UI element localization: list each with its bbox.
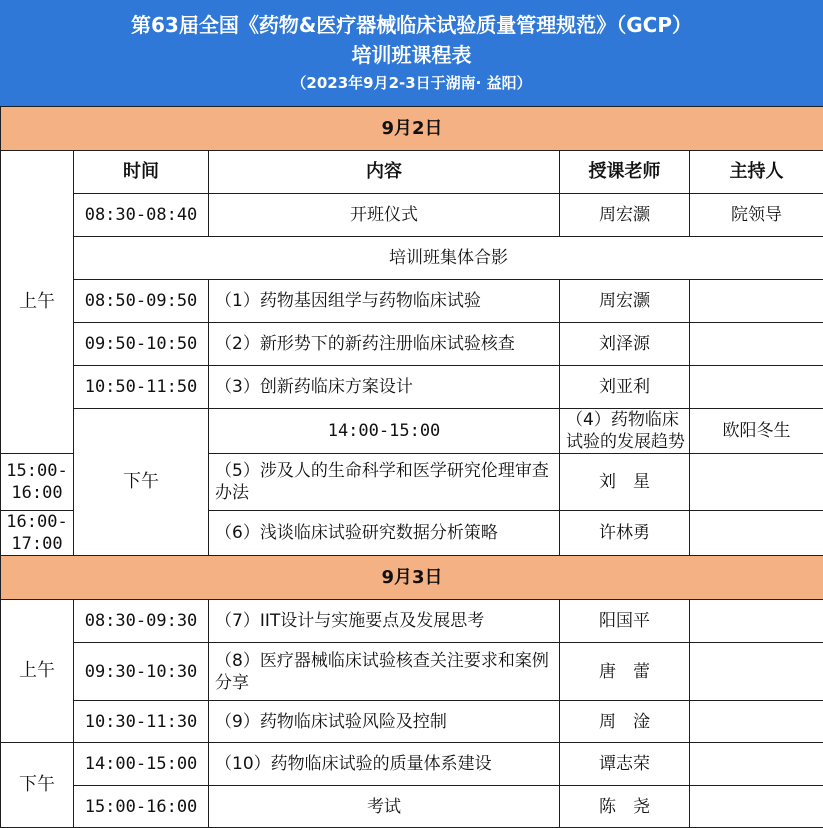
- content-cell: （6）浅谈临床试验研究数据分析策略: [209, 511, 560, 556]
- content-cell: （4）药物临床试验的发展趋势: [560, 409, 690, 454]
- day-label: 9月3日: [1, 556, 823, 600]
- host-cell: [690, 786, 823, 828]
- title-line1: 第63届全国《药物&医疗器械临床试验质量管理规范》（GCP）: [0, 12, 823, 38]
- table-row: [1, 323, 823, 366]
- content-cell: （1）药物基因组学与药物临床试验: [209, 280, 560, 323]
- period-afternoon: 下午: [74, 409, 209, 556]
- table-row: [1, 366, 823, 409]
- time-cell: 14:00-15:00: [74, 743, 209, 786]
- table-row: [1, 409, 823, 454]
- teacher-cell: 许林勇: [560, 511, 690, 556]
- time-cell: 08:50-09:50: [74, 280, 209, 323]
- teacher-cell: 刘泽源: [560, 323, 690, 366]
- table-row: [1, 786, 823, 828]
- table-row: [1, 701, 823, 743]
- time-cell: 15:00-16:00: [1, 454, 74, 511]
- schedule-table: [0, 106, 823, 828]
- content-cell: （5）涉及人的生命科学和医学研究伦理审查办法: [209, 454, 560, 511]
- content-cell: 开班仪式: [209, 194, 560, 237]
- teacher-cell: 阳国平: [560, 600, 690, 643]
- content-cell: （2）新形势下的新药注册临床试验核查: [209, 323, 560, 366]
- teacher-cell: 欧阳冬生: [690, 409, 823, 454]
- time-cell: 09:30-10:30: [74, 643, 209, 701]
- host-cell: [690, 511, 823, 556]
- content-cell: （10）药物临床试验的质量体系建设: [209, 743, 560, 786]
- schedule-header: [0, 0, 823, 106]
- teacher-cell: 刘亚利: [560, 366, 690, 409]
- col-content: 内容: [209, 151, 560, 194]
- day-row: [1, 107, 823, 151]
- day-row: [1, 556, 823, 600]
- content-cell: （3）创新药临床方案设计: [209, 366, 560, 409]
- host-cell: [690, 701, 823, 743]
- time-cell: 08:30-09:30: [74, 600, 209, 643]
- time-cell: 16:00-17:00: [1, 511, 74, 556]
- col-time: 时间: [74, 151, 209, 194]
- table-row: [1, 643, 823, 701]
- table-row: [1, 600, 823, 643]
- host-cell: [690, 366, 823, 409]
- title-line2: 培训班课程表: [0, 42, 823, 68]
- period-morning: 上午: [1, 600, 74, 743]
- content-cell: （8）医疗器械临床试验核查关注要求和案例分享: [209, 643, 560, 701]
- table-row: [1, 280, 823, 323]
- table-row: [1, 194, 823, 237]
- host-cell: 院领导: [690, 194, 823, 237]
- col-host: 主持人: [690, 151, 823, 194]
- period-morning: 上午: [1, 151, 74, 454]
- period-afternoon: 下午: [1, 743, 74, 828]
- time-cell: 09:50-10:50: [74, 323, 209, 366]
- column-header-row: [1, 151, 823, 194]
- table-row: [1, 743, 823, 786]
- content-cell: （7）IIT设计与实施要点及发展思考: [209, 600, 560, 643]
- time-cell: 14:00-15:00: [209, 409, 560, 454]
- time-cell: 08:30-08:40: [74, 194, 209, 237]
- time-cell: 10:30-11:30: [74, 701, 209, 743]
- teacher-cell: 谭志荣: [560, 743, 690, 786]
- teacher-cell: 周宏灏: [560, 280, 690, 323]
- content-cell: （9）药物临床试验风险及控制: [209, 701, 560, 743]
- host-cell: [690, 743, 823, 786]
- teacher-cell: 刘 星: [560, 454, 690, 511]
- teacher-cell: 周宏灏: [560, 194, 690, 237]
- content-cell: 考试: [209, 786, 560, 828]
- teacher-cell: 陈 尧: [560, 786, 690, 828]
- host-cell: [690, 643, 823, 701]
- host-cell: [690, 280, 823, 323]
- host-cell: [690, 454, 823, 511]
- table-row: [1, 237, 823, 280]
- teacher-cell: 唐 蕾: [560, 643, 690, 701]
- content-cell: 培训班集体合影: [74, 237, 823, 280]
- host-cell: [690, 600, 823, 643]
- time-cell: 10:50-11:50: [74, 366, 209, 409]
- subtitle: （2023年9月2-3日于湖南· 益阳）: [0, 72, 823, 94]
- host-cell: [690, 323, 823, 366]
- time-cell: 15:00-16:00: [74, 786, 209, 828]
- col-teacher: 授课老师: [560, 151, 690, 194]
- teacher-cell: 周 淦: [560, 701, 690, 743]
- day-label: 9月2日: [1, 107, 823, 151]
